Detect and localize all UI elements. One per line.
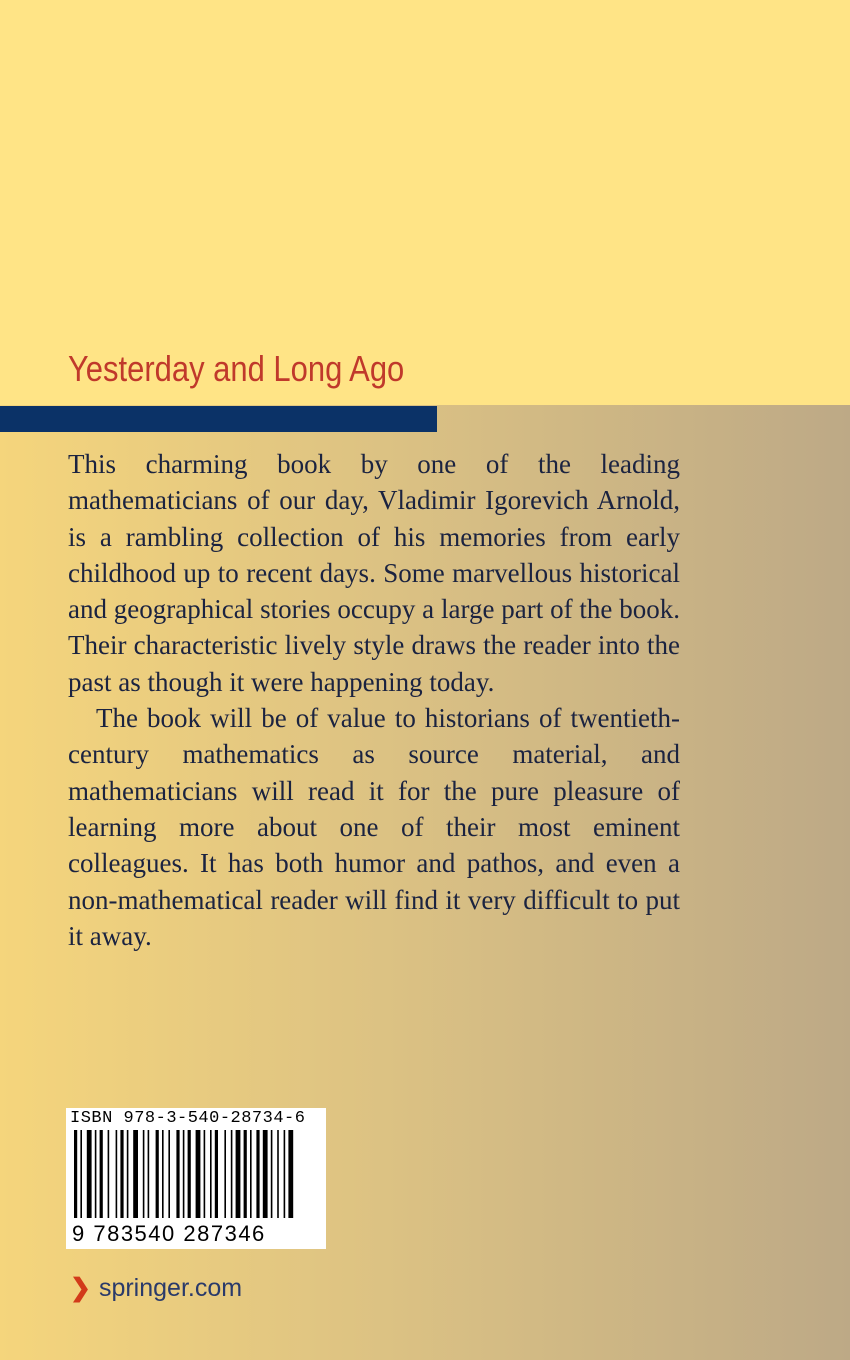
blurb-paragraph-2: The book will be of value to historians of twentieth-century mathematics as source material, and mathematicians will read it for the pure pleasure of learning more about one of their most eminent colleagues. It has both humor and pathos, and even a non-mathematical reader will find it very difficult to put it away. (68, 703, 680, 951)
barcode-bar (210, 1130, 212, 1218)
barcode-bar (250, 1130, 252, 1218)
barcode-bar (133, 1130, 138, 1218)
barcode-bar (116, 1130, 118, 1218)
barcode-bar (236, 1130, 241, 1218)
blurb-paragraph-1: This charming book by one of the leading mathematicians of our day, Vladimir Igorevich Arnold, is a rambling collection of his memories from early childhood up to recent days. Some marvellous historical and geographical stories occupy a large part of the book. Their characteristic lively style draws the reader into the past as though it were happening today. (68, 449, 680, 697)
barcode-bar (271, 1130, 273, 1218)
barcode-bar (277, 1130, 279, 1218)
isbn-label: ISBN 978-3-540-28734-6 (70, 1109, 306, 1128)
barcode-bar (196, 1130, 201, 1218)
barcode-bar (143, 1130, 145, 1218)
publisher-link[interactable] (70, 1273, 242, 1303)
publisher-url: springer.com (98, 1274, 243, 1302)
barcode-bar (127, 1130, 129, 1218)
barcode-bar (183, 1130, 185, 1218)
barcode-bar (100, 1130, 103, 1218)
barcode-bar (120, 1130, 123, 1218)
cover-top-panel (0, 0, 850, 405)
barcode-bar (156, 1130, 159, 1218)
chevron-right-icon: ❯ (70, 1274, 91, 1302)
barcode-bar (95, 1130, 97, 1218)
barcode-bar (231, 1130, 233, 1218)
blurb (68, 446, 680, 954)
title-rule (0, 406, 437, 432)
barcode-bar (148, 1130, 150, 1218)
barcode-bar (74, 1130, 77, 1218)
barcode-bar (108, 1130, 110, 1218)
barcode-bar (80, 1130, 82, 1218)
barcode-bar (288, 1130, 293, 1218)
barcode-bar (87, 1130, 92, 1218)
isbn-barcode (66, 1108, 326, 1249)
barcode-bar (176, 1130, 179, 1218)
barcode-bar (215, 1130, 218, 1218)
barcode-bar (224, 1130, 226, 1218)
barcode-bar (263, 1130, 268, 1218)
barcode-bar (188, 1130, 191, 1218)
book-title: Yesterday and Long Ago (68, 348, 405, 389)
barcode-bar (168, 1130, 170, 1218)
barcode-bars (66, 1130, 326, 1224)
barcode-bar (284, 1130, 286, 1218)
barcode-bar (162, 1130, 164, 1218)
barcode-bar (244, 1130, 247, 1218)
barcode-bar (204, 1130, 206, 1218)
ean-digits: 9 783540 287346 (72, 1221, 266, 1246)
barcode-bar (256, 1130, 259, 1218)
